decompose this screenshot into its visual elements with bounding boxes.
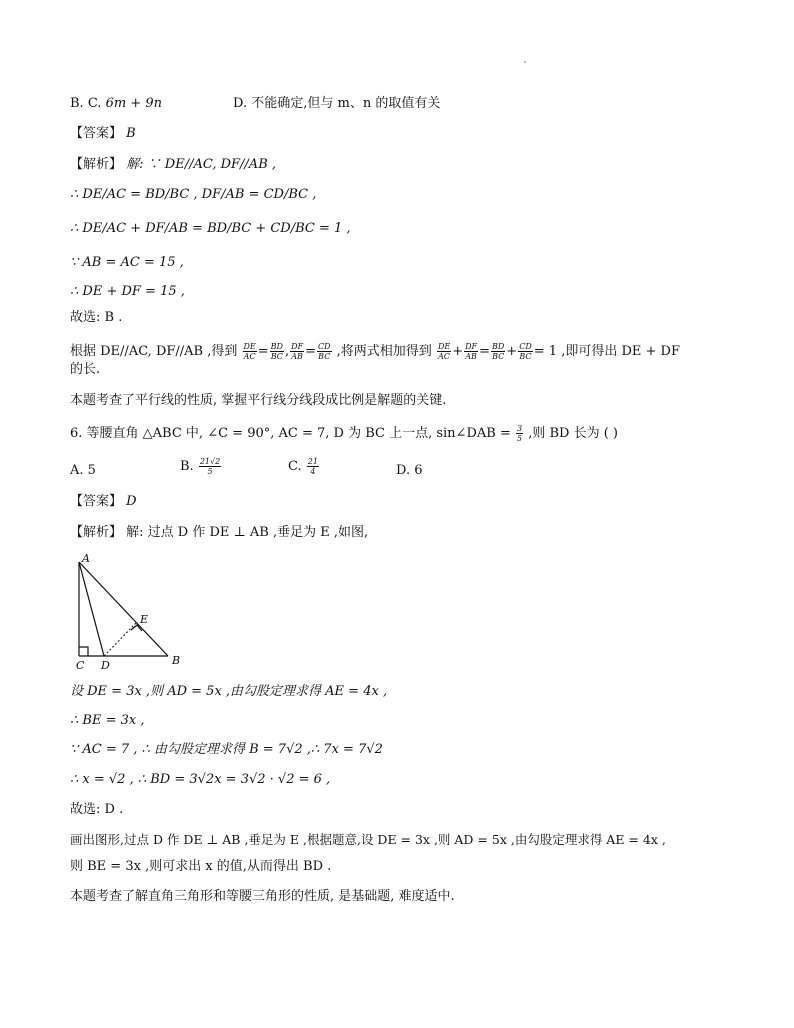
q5-step1: ∴ DE/AC = BD/BC , DF/AB = CD/BC , (70, 187, 317, 202)
q6-sin-den: 5 (516, 434, 523, 443)
label-d: D (101, 659, 110, 670)
q6-option-c-den: 4 (310, 467, 316, 476)
label-b: B (172, 654, 181, 667)
q6-answer-label: 【答案】 (70, 494, 123, 509)
label-e: E (140, 613, 149, 626)
q5-option-bc-expr: 6m + 9n (105, 96, 162, 111)
q5-option-bc (70, 95, 162, 113)
q6-stem-a: 6. 等腰直角 △ABC 中, ∠C = 90°, AC = 7, D 为 BC 上一点, sin∠DAB = (70, 426, 511, 441)
q6-option-b-num: 21√2 (199, 457, 221, 466)
q6-answer (70, 493, 137, 511)
q6-step2: ∴ BE = 3x , (70, 713, 145, 728)
q5-step2: ∴ DE/AC + DF/AB = BD/BC + CD/BC = 1 , (70, 221, 351, 236)
q5-summary-c: ,即可得出 DE + DF (561, 344, 680, 359)
q6-step4: ∴ x = √2 , ∴ BD = 3√2x = 3√2 · √2 = 6 , (70, 772, 331, 787)
q5-summary-line1: 根据 DE//AC, DF//AB ,得到 $\frac{DE}{AC}$ = $\frac{BD}{BC}$ , $\frac{DF}{AB}$ = $\frac{CD}{BC}$ ,将两式相加得到 $\frac{DE}{AC}$ + $\frac{DF}{AB}$ = $\frac{BD}{BC}$ + $\frac{CD}{BC}$ = 1 ,即可得出 DE + DF (70, 342, 680, 361)
q6-option-a: A. 5 (70, 463, 96, 478)
q6-step3: ∵ AC = 7 , ∴ 由勾股定理求得 B = 7√2 ,∴ 7x = 7√2 (70, 742, 383, 757)
q5-option-d (233, 95, 440, 113)
q6-option-c-num: 21 (307, 457, 318, 466)
label-a: A (82, 552, 90, 565)
q6-stem-b: ,则 BD 长为 ( ) (528, 426, 619, 441)
segment-ad (79, 562, 104, 656)
q6-option-b-den: 5 (207, 467, 213, 476)
q5-answer-value: B (126, 126, 136, 141)
q5-choose: 故选: B . (70, 310, 123, 325)
q5-summary-b: ,将两式相加得到 (336, 344, 432, 359)
q6-analysis-label: 【解析】 (70, 525, 123, 540)
q5-option-bc-label: B. C. (70, 96, 102, 111)
q5-analysis-lead-text: 解: ∵ DE//AC, DF//AB , (126, 157, 277, 172)
q6-option-d: D. 6 (396, 463, 423, 478)
q6-choose: 故选: D . (70, 802, 124, 817)
q5-step4: ∴ DE + DF = 15 , (70, 284, 185, 299)
q5-analysis-lead (70, 156, 276, 174)
q5-option-d-label: D. (233, 96, 248, 111)
q5-comment: 本题考查了平行线的性质, 掌握平行线分线段成比例是解题的关键. (70, 393, 447, 408)
q6-summary-line2: 则 BE = 3x ,则可求出 x 的值,从而得出 BD . (70, 859, 332, 874)
q5-analysis-label: 【解析】 (70, 157, 123, 172)
q6-comment: 本题考查了解直角三角形和等腰三角形的性质, 是基础题, 难度适中. (70, 889, 455, 904)
triangle-figure (70, 552, 190, 670)
q6-option-c-label: C. (288, 459, 302, 474)
q5-summary-a: 根据 DE//AC, DF//AB ,得到 (70, 344, 238, 359)
q6-sin-num: 3 (516, 424, 523, 433)
side-ab (79, 562, 168, 656)
q6-step1: 设 DE = 3x ,则 AD = 5x ,由勾股定理求得 AE = 4x , (70, 684, 388, 699)
q6-option-b (180, 457, 222, 476)
q6-stem (70, 424, 618, 443)
q5-option-d-text: 不能确定,但与 m、n 的取值有关 (251, 96, 441, 111)
q6-answer-value: D (126, 494, 137, 509)
scan-mark (524, 61, 526, 63)
q6-option-c (288, 457, 320, 476)
q6-option-b-label: B. (180, 459, 194, 474)
q5-summary-line2: 的长. (70, 362, 101, 377)
q6-summary-line1: 画出图形,过点 D 作 DE ⊥ AB ,垂足为 E ,根据题意,设 DE = 3x ,则 AD = 5x ,由勾股定理求得 AE = 4x , (70, 832, 666, 847)
q6-analysis-lead (70, 524, 368, 542)
q6-analysis-lead-text: 解: 过点 D 作 DE ⊥ AB ,垂足为 E ,如图, (126, 525, 369, 540)
q5-answer (70, 125, 136, 143)
right-angle-c (79, 647, 88, 656)
q5-step3: ∵ AB = AC = 15 , (70, 255, 184, 270)
q5-answer-label: 【答案】 (70, 126, 123, 141)
segment-de-dotted (104, 623, 136, 656)
label-c: C (76, 659, 85, 670)
